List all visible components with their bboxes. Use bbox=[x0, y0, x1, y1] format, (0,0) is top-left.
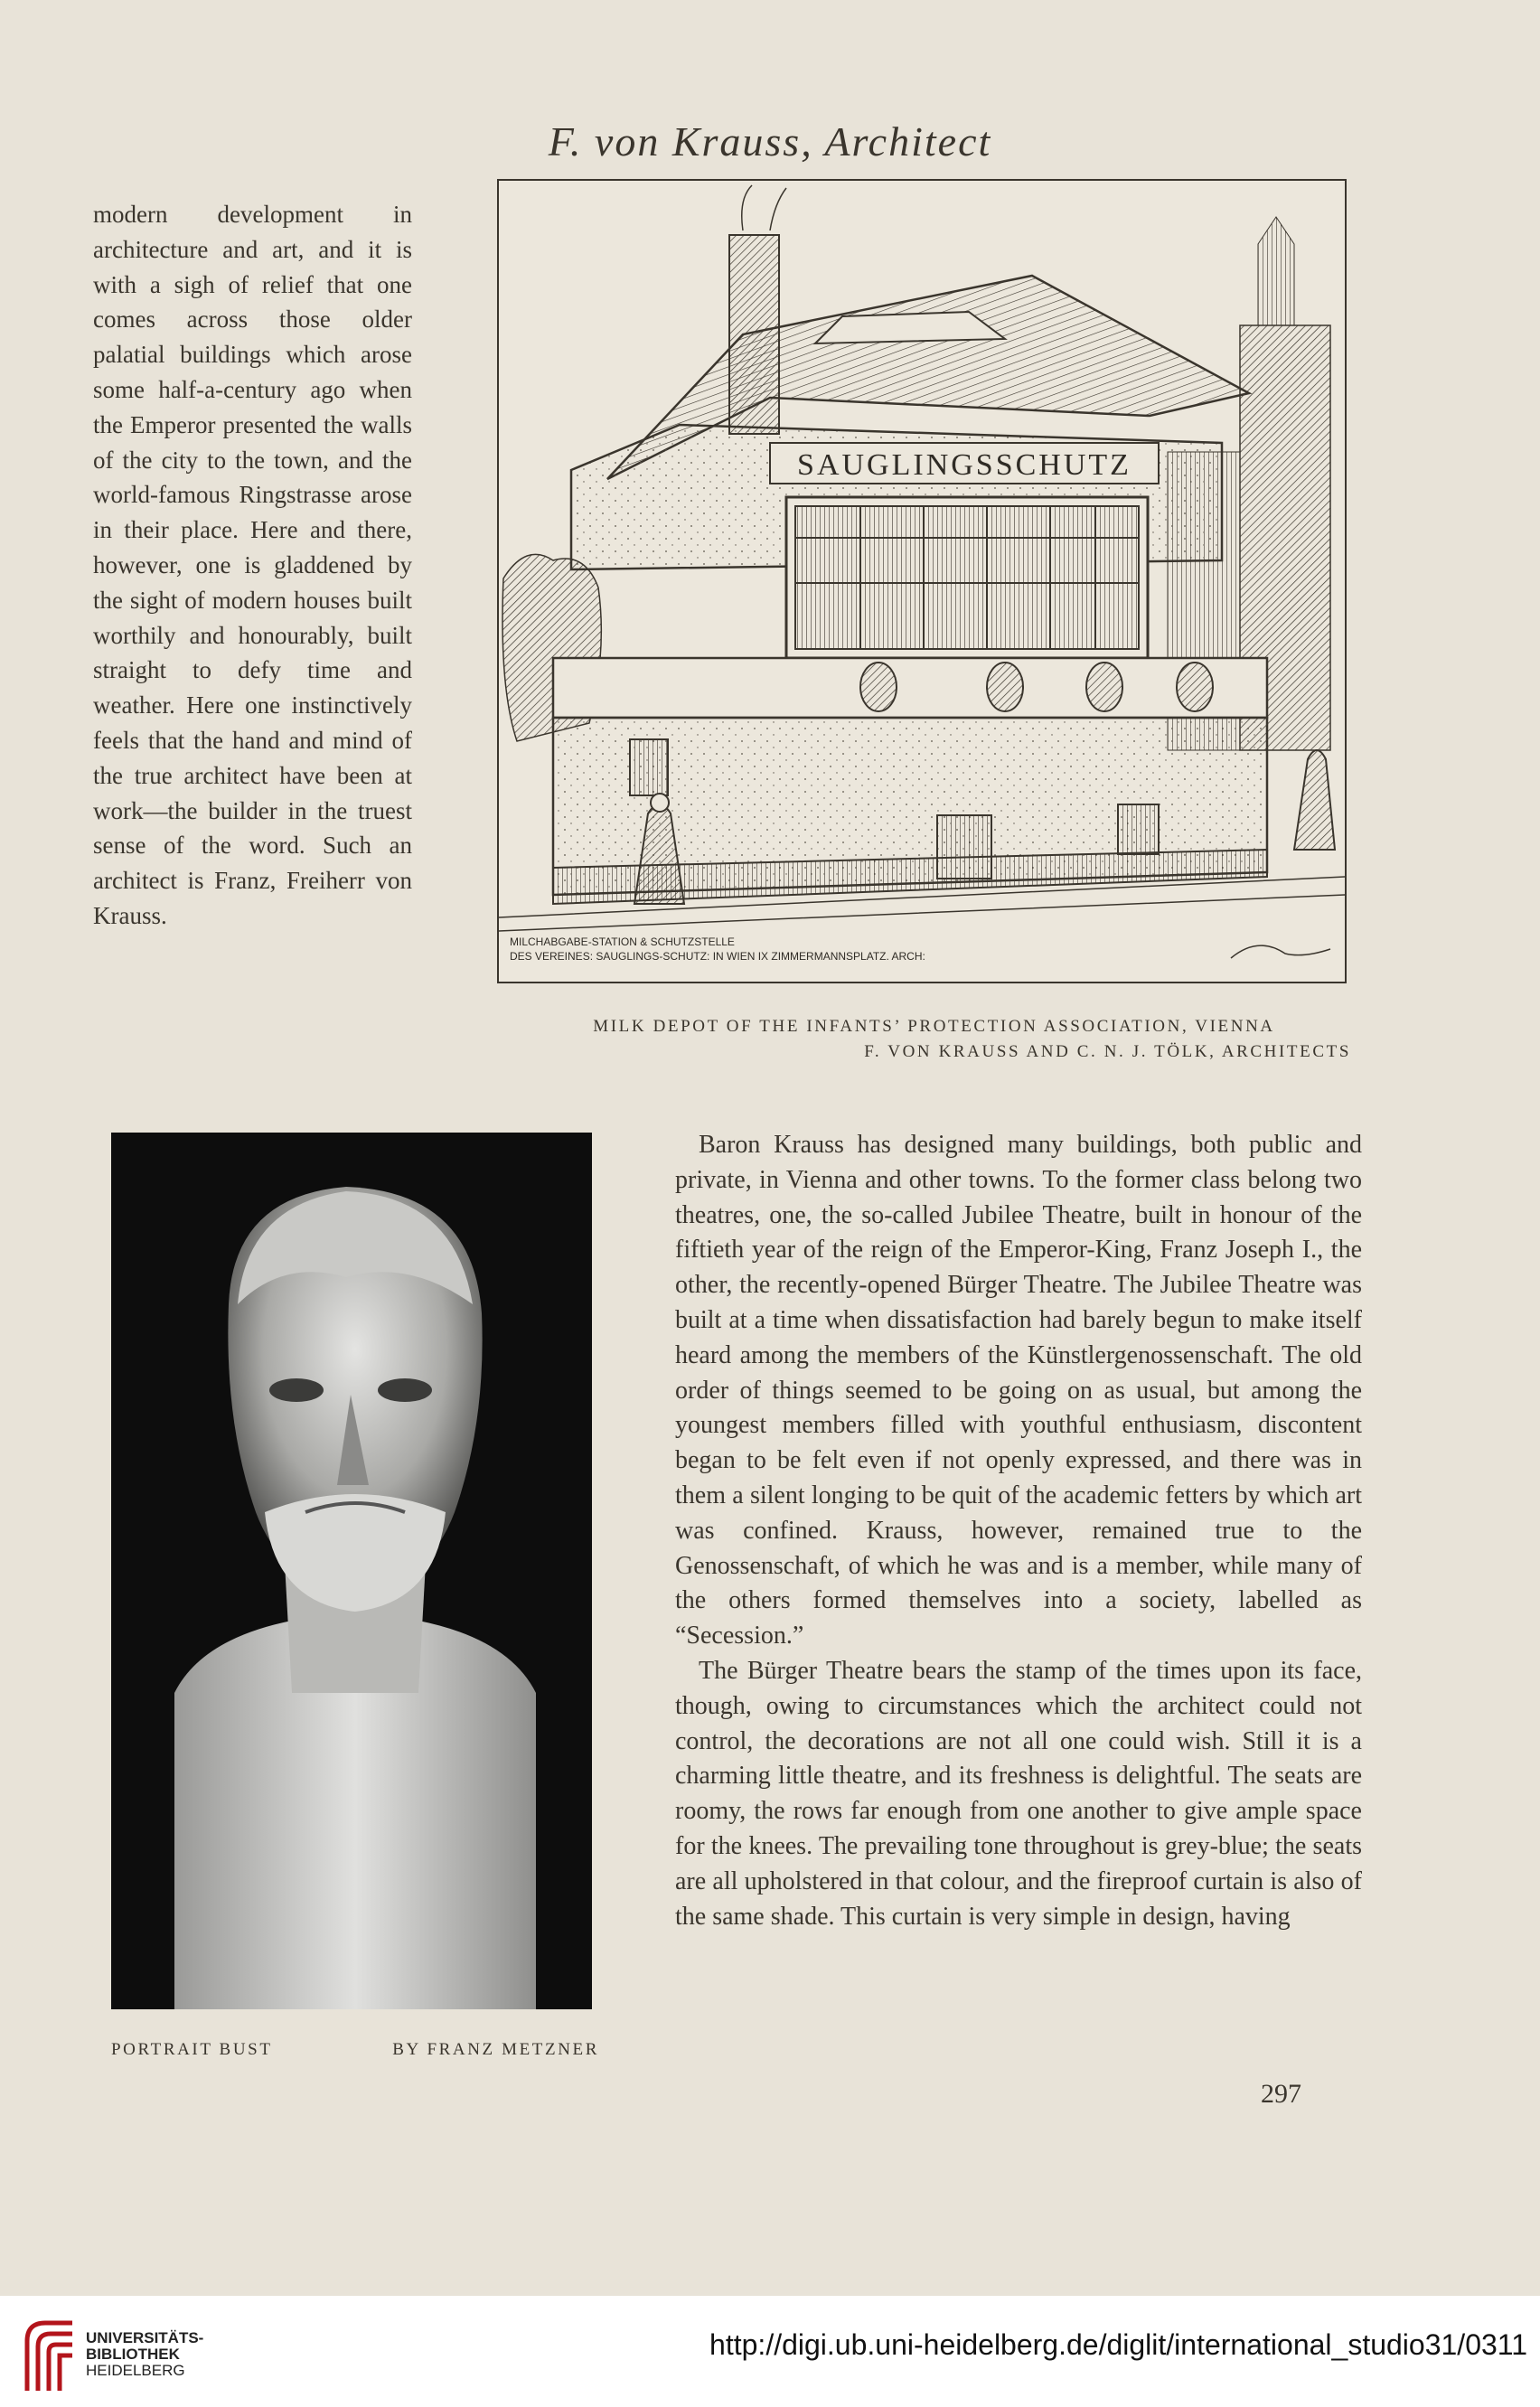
inscription-line-1: MILCHABGABE-STATION & SCHUTZSTELLE bbox=[510, 936, 735, 948]
source-url-link[interactable]: http://digi.ub.uni-heidelberg.de/diglit/international_studio31/0311 bbox=[709, 2328, 1527, 2361]
caption-line-2: F. VON KRAUSS AND C. N. J. TÖLK, ARCHITECTS bbox=[864, 1042, 1351, 1061]
illustration-caption bbox=[497, 1014, 1351, 1065]
portrait-bust-photo bbox=[111, 1133, 592, 2009]
right-column-text bbox=[675, 1128, 1362, 1934]
bust-caption-title: PORTRAIT BUST bbox=[111, 2040, 273, 2059]
page-number: 297 bbox=[1261, 2079, 1301, 2109]
library-name-line-1: UNIVERSITÄTS- bbox=[86, 2329, 204, 2346]
right-paragraph-2: The Bürger Theatre bears the stamp of the times upon its face, though, owing to circumstances which the architect could not control, the decorations are not all one could wish. Still it is a charming little theatre, and its freshness is delightful. The seats are roomy, the rows far enough from one another to give ample space for the knees. The prevailing tone throughout is grey-blue; the seats are all upholstered in that colour, and the fireproof curtain is also of the same shade. This curtain is very simple in design, having bbox=[675, 1656, 1362, 1931]
inscription-line-2: DES VEREINES: SAUGLINGS-SCHUTZ: IN WIEN IX ZIMMERMANNSPLATZ. ARCH: bbox=[510, 950, 925, 963]
library-name-line-3: HEIDELBERG bbox=[86, 2362, 185, 2379]
bust-caption bbox=[111, 2040, 599, 2060]
milk-depot-illustration bbox=[497, 179, 1347, 983]
library-name bbox=[86, 2330, 203, 2379]
left-paragraph: modern development in architecture and art, and it is with a sigh of relief that one comes across those older palatial buildings which arose some half-a-century ago when the Emperor presented the walls of the city to the town, and the world-famous Ringstrasse arose in their place. Here and there, however, one is gladdened by the sight of modern houses built worthily and honourably, built straight to defy time and weather. Here one instinctively feels that the hand and mind of the true architect have been at work—the builder in the truest sense of the word. Such an architect is Franz, Freiherr von Krauss. bbox=[93, 201, 412, 929]
left-column-text bbox=[93, 197, 412, 934]
bust-caption-artist: BY FRANZ METZNER bbox=[392, 2040, 599, 2059]
caption-line-1: MILK DEPOT OF THE INFANTS’ PROTECTION ASSOCIATION, VIENNA bbox=[593, 1017, 1275, 1036]
running-head: F. von Krauss, Architect bbox=[548, 118, 992, 165]
artist-signature bbox=[1231, 945, 1330, 958]
right-paragraph-1: Baron Krauss has designed many buildings, both public and private, in Vienna and other towns. To the former class belong two theatres, one, the so-called Jubilee Theatre, built in honour of the fiftieth year of the reign of the Emperor-King, Franz Joseph I., the other, the recently-opened Bürger Theatre. The Jubilee Theatre was built at a time when dissatisfaction had barely begun to make itself heard among the members of the Künstlergenossenschaft. The old order of things seemed to be going on as usual, but among the youngest members filled with youthful enthusiasm, discontent began to be felt even if not openly expressed, and there was in them a silent longing to be quit of the academic fetters by which art was confined. Krauss, however, remained true to the Genossenschaft, of which he was and is a member, while many of the others formed themselves into a society, labelled as “Secession.” bbox=[675, 1131, 1362, 1650]
footer-bar bbox=[0, 2296, 1540, 2407]
library-name-line-2: BIBLIOTHEK bbox=[86, 2346, 180, 2363]
facade-sign: SAUGLINGSSCHUTZ bbox=[797, 448, 1132, 482]
